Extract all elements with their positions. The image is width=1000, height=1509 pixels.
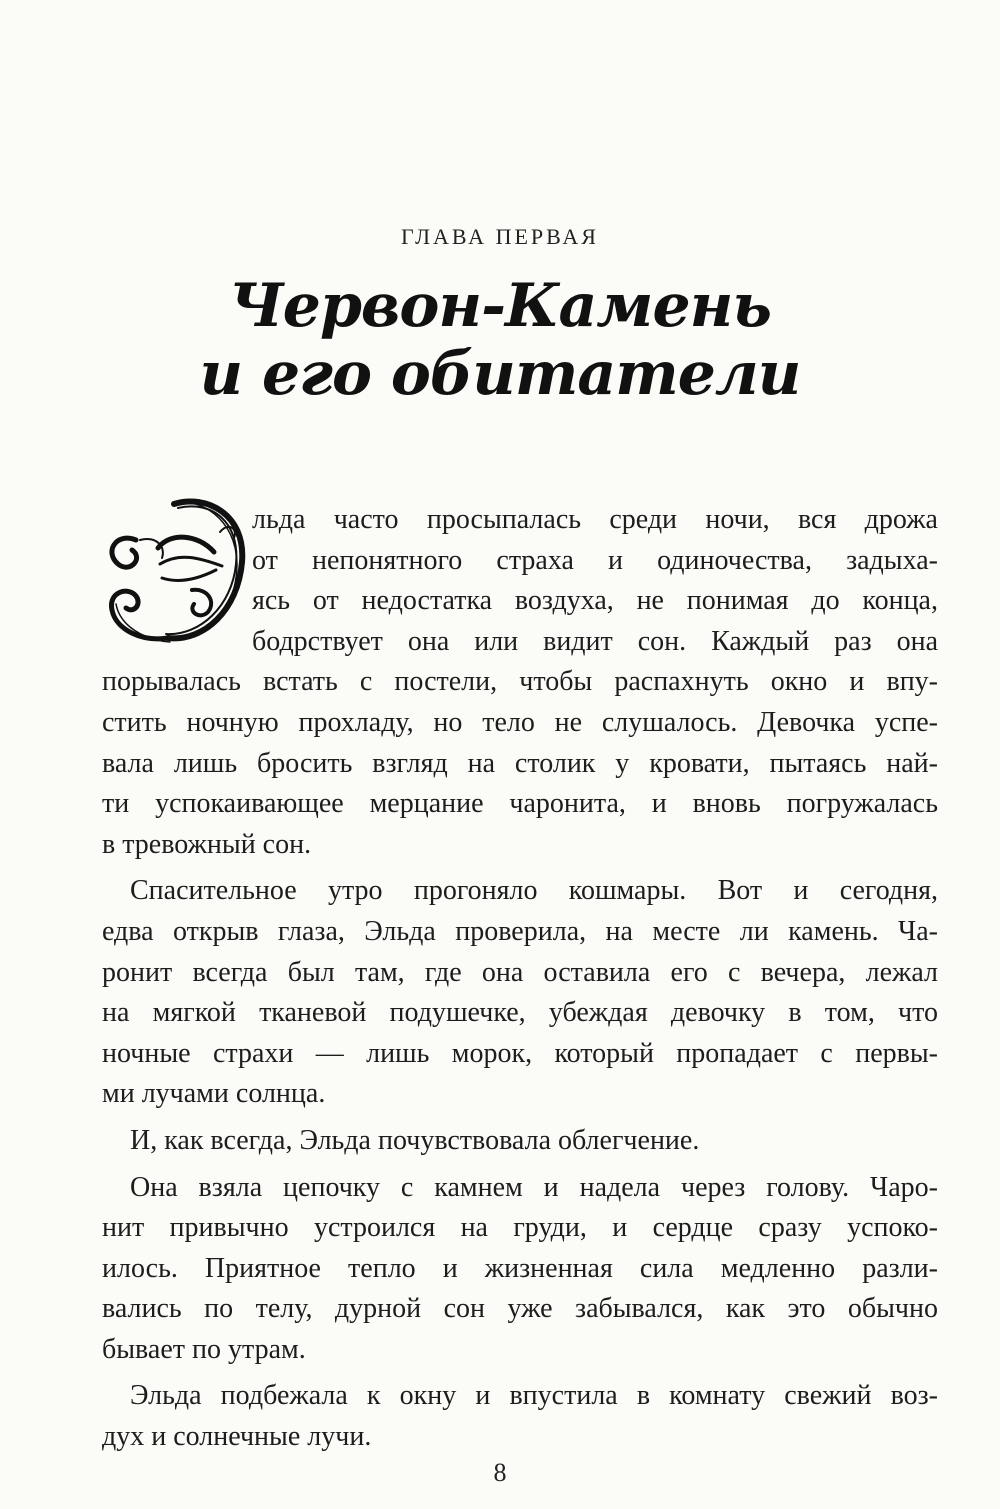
text-line: ночные страхи — лишь морок, который пропадает с первы- <box>102 1037 938 1069</box>
text-line: вала лишь бросить взгляд на столик у кровати, пытаясь най- <box>102 747 938 779</box>
text-line: вались по телу, дурной сон уже забывался, как это обычно <box>102 1293 938 1325</box>
text-line: бодрствует она или видит сон. Каждый раз она <box>252 625 938 657</box>
text-line: ми лучами солнца. <box>102 1078 326 1110</box>
text-line: бывает по утрам. <box>102 1333 306 1365</box>
text-line: на мягкой тканевой подушечке, убеждая девочку в том, что <box>102 997 938 1029</box>
text-line: льда часто просыпалась среди ночи, вся дрожа <box>252 504 938 535</box>
text-line: дух и солнечные лучи. <box>102 1421 372 1453</box>
chapter-title <box>0 272 1000 408</box>
text-line: И, как всегда, Эльда почувствовала облегчение. <box>130 1124 700 1156</box>
text-line: от непонятного страха и одиночества, задыха- <box>252 544 938 576</box>
text-line: ронит всегда был там, где она оставила его с вечера, лежал <box>102 956 938 988</box>
chapter-label: ГЛАВА ПЕРВАЯ <box>401 224 599 249</box>
text-line: илось. Приятное тепло и жизненная сила медленно разли- <box>102 1252 938 1284</box>
text-line: Эльда подбежала к окну и впустила в комнату свежий воз- <box>130 1380 938 1412</box>
body-text <box>102 500 938 1458</box>
text-line: ти успокаивающее мерцание чаронита, и вновь погружалась <box>102 788 938 820</box>
text-line: порывалась встать с постели, чтобы распахнуть окно и впу- <box>102 666 938 698</box>
text-line: Она взяла цепочку с камнем и надела через голову. Чаро- <box>130 1171 938 1203</box>
chapter-title-line-1: Червон-Камень <box>229 271 771 341</box>
text-line: едва открыв глаза, Эльда проверила, на месте ли камень. Ча- <box>102 915 938 947</box>
text-line: стить ночную прохладу, но тело не слушалось. Девочка успе- <box>102 706 938 738</box>
text-line: Спасительное утро прогоняло кошмары. Вот и сегодня, <box>130 875 938 907</box>
page-number: 8 <box>493 1458 507 1487</box>
text-line: нит привычно устроился на груди, и сердце сразу успоко- <box>102 1212 938 1244</box>
text-line: в тревожный сон. <box>102 828 312 860</box>
chapter-title-line-2: и его обитатели <box>199 339 801 409</box>
text-line: ясь от недостатка воздуха, не понимая до конца, <box>252 585 938 617</box>
